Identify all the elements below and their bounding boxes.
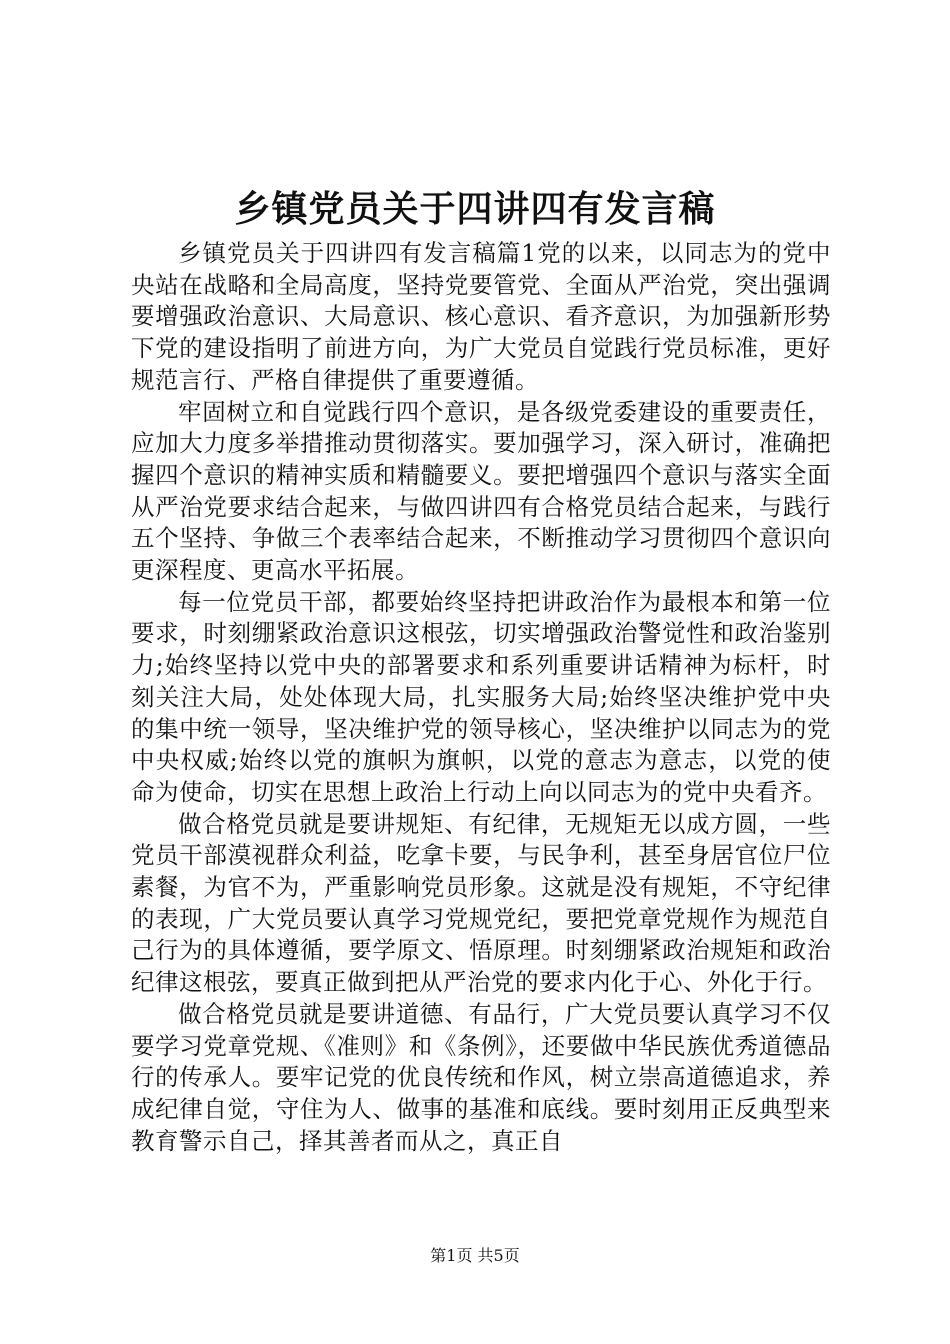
document-body: [131, 238, 831, 1157]
paragraph: 每一位党员干部，都要始终坚持把讲政治作为最根本和第一位要求，时刻绷紧政治意识这根弦，切实增强政治警觉性和政治鉴别力;始终坚持以党中央的部署要求和系列重要讲话精神为标杆，时刻关注大局，处处体现大局，扎实服务大局;始终坚决维护党中央的集中统一领导，坚决维护党的领导核心，坚决维护以同志为的党中央权威;始终以党的旗帜为旗帜，以党的意志为意志，以党的使命为使命，切实在思想上政治上行动上向以同志为的党中央看齐。: [131, 587, 831, 806]
document-title: 乡镇党员关于四讲四有发言稿: [234, 188, 716, 230]
paragraph: 做合格党员就是要讲规矩、有纪律，无规矩无以成方圆，一些党员干部漠视群众利益，吃拿卡要，与民争利，甚至身居官位尸位素餐，为官不为，严重影响党员形象。这就是没有规矩，不守纪律的表现，广大党员要认真学习党规党纪，要把党章党规作为规范自己行为的具体遵循，要学原文、悟原理。时刻绷紧政治规矩和政治纪律这根弦，要真正做到把从严治党的要求内化于心、外化于行。: [131, 809, 831, 997]
paragraph: 牢固树立和自觉践行四个意识，是各级党委建设的重要责任，应加大力度多举措推动贯彻落实。要加强学习，深入研讨，准确把握四个意识的精神实质和精髓要义。要把增强四个意识与落实全面从严治党要求结合起来，与做四讲四有合格党员结合起来，与践行五个坚持、争做三个表率结合起来，不断推动学习贯彻四个意识向更深程度、更高水平拓展。: [131, 397, 831, 585]
paragraph: 乡镇党员关于四讲四有发言稿篇1党的以来，以同志为的党中央站在战略和全局高度，坚持党要管党、全面从严治党，突出强调要增强政治意识、大局意识、核心意识、看齐意识，为加强新形势下党的建设指明了前进方向，为广大党员自觉践行党员标准，更好规范言行、严格自律提供了重要遵循。: [131, 239, 831, 394]
paragraph: 做合格党员就是要讲道德、有品行，广大党员要认真学习不仅要学习党章党规、《准则》和《条例》，还要做中华民族优秀道德品行的传承人。要牢记党的优良传统和作风，树立崇高道德追求，养成纪律自觉，守住为人、做事的基准和底线。要时刻用正反典型来教育警示自己，择其善者而从之，真正自: [131, 999, 831, 1155]
page-number-footer: 第1页 共5页: [430, 1246, 520, 1265]
